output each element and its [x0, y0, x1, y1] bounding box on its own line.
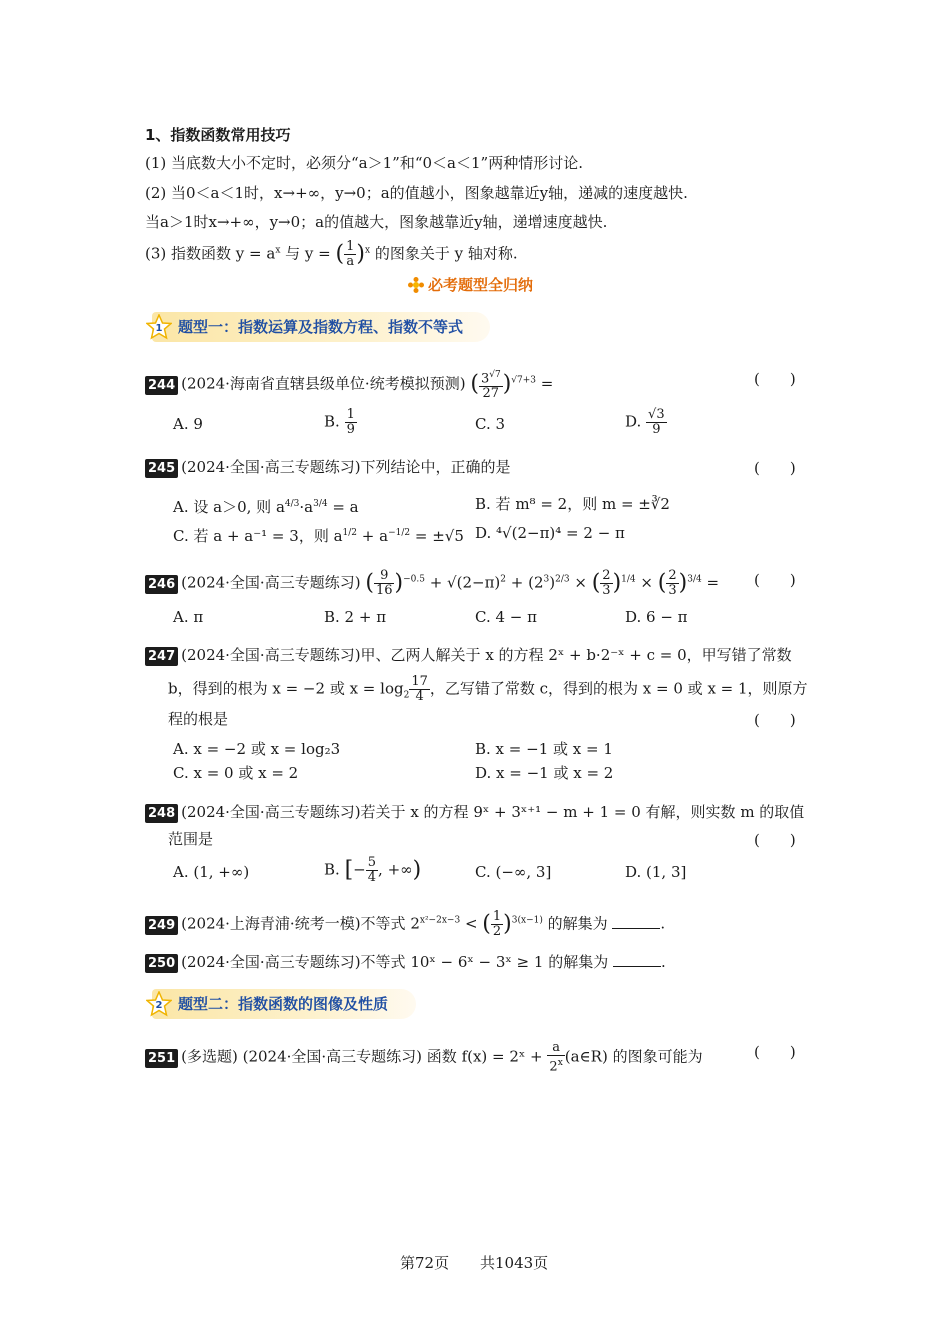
option-d[interactable]: D. (1, 3] — [625, 863, 687, 881]
tips-line-4-post: 的图象关于 y 轴对称. — [370, 244, 518, 263]
tips-line-4-pre: (3) 指数函数 y = a — [145, 244, 276, 263]
answer-blank[interactable]: ( ) — [754, 1043, 796, 1061]
option-c[interactable]: C. 3 — [475, 415, 506, 433]
question-end: . — [660, 953, 666, 971]
option-b[interactable]: B. 2 + π — [324, 608, 387, 626]
question-source: (2024·海南省直辖县级单位·统考模拟预测) — [181, 374, 466, 393]
question-244: 244 (2024·海南省直辖县级单位·统考模拟预测) ( $\frac{3^{√7}}{27}$ )$^{√7+3}$ = — [145, 368, 553, 401]
star-icon — [146, 991, 172, 1017]
section-2-number: 2 — [155, 1000, 163, 1011]
option-d[interactable]: D. 6 − π — [625, 608, 688, 626]
option-a[interactable]: A. (1, +∞) — [173, 863, 250, 881]
tips-line-3: 当a＞1时x→+∞，y→0；a的值越大，图象越靠近y轴，递增速度越快. — [145, 213, 608, 231]
option-d[interactable]: D. ⁴√(2−π)⁴ = 2 − π — [475, 524, 625, 542]
star-icon — [146, 314, 172, 340]
question-line-1: (2024·全国·高三专题练习)甲、乙两人解关于 x 的方程 2ˣ + b·2⁻ˣ + c = 0，甲写错了常数 — [181, 646, 792, 664]
section-2-title: 题型二：指数函数的图像及性质 — [178, 995, 389, 1013]
question-251: 251 (多选题) (2024·全国·高三专题练习) 函数 f(x) = 2ˣ + $\frac{a}{2^x}$ (a∈R) 的图象可能为 — [145, 1041, 703, 1074]
option-b[interactable]: B. [− $\frac{5}{4}$ , +∞) — [324, 855, 422, 885]
question-line-2a: b，得到的根为 x = −2 或 x = log — [168, 679, 404, 698]
question-source: (2024·全国·高三专题练习) — [181, 573, 361, 592]
tips-title: 1、指数函数常用技巧 — [145, 126, 291, 144]
question-end: . — [660, 914, 666, 933]
question-number: 250 — [145, 954, 178, 973]
fill-blank[interactable] — [613, 952, 661, 967]
question-247 — [145, 645, 792, 666]
option-a[interactable]: A. x = −2 或 x = log₂3 — [173, 740, 341, 758]
answer-blank[interactable]: ( ) — [754, 370, 796, 388]
question-line-2b: ，乙写错了常数 c，得到的根为 x = 0 或 x = 1，则原方 — [429, 679, 808, 698]
option-c[interactable]: C. 4 − π — [475, 608, 537, 626]
option-b[interactable]: B. $\frac{1}{9}$ — [324, 407, 355, 437]
answer-blank[interactable]: ( ) — [754, 571, 796, 589]
question-247-line-3: 程的根是 — [168, 710, 229, 728]
fill-blank[interactable] — [612, 914, 660, 929]
question-246: 246 (2024·全国·高三专题练习) ( $\frac{9}{16}$ )$^{-0.5} + √(2-\pi)^2 + (2^3)^{2/3}$ × ( $\frac{2}{3}$ )$^{1/4}$ × ( $\frac{2}{3}$ )$^{3/4}$ = — [145, 569, 719, 598]
option-c[interactable]: C. 若 a + a⁻¹ = 3，则 $a^{1/2} + a^{-1/2} = \pm√5$ — [173, 527, 464, 545]
option-b[interactable]: B. x = −1 或 x = 1 — [475, 740, 613, 758]
tips-line-1: (1) 当底数大小不定时，必须分“a＞1”和“0＜a＜1”两种情形讨论. — [145, 154, 583, 172]
question-number: 247 — [145, 647, 178, 666]
tips-line-2: (2) 当0＜a＜1时，x→+∞，y→0；a的值越小，图象越靠近y轴，递减的速度越快. — [145, 184, 688, 202]
tips-line-4: (3) 指数函数 $y = a^x$ 与 y = ( $\frac{1}{a}$ )$^x$ 的图象关于 y 轴对称. — [145, 239, 518, 269]
answer-blank[interactable]: ( ) — [754, 459, 796, 477]
option-d[interactable]: D. x = −1 或 x = 2 — [475, 764, 614, 782]
section-1-title: 题型一：指数运算及指数方程、指数不等式 — [178, 318, 464, 336]
option-c-label: C. 若 a + a⁻¹ = 3，则 — [173, 527, 329, 545]
question-tail: = — [536, 374, 554, 393]
question-number: 251 — [145, 1049, 178, 1068]
option-a[interactable]: A. 设 a＞0, 则 $a^{4/3}\cdot a^{3/4} = a$ — [173, 498, 359, 516]
tips-line-4-mid: 与 y = — [280, 244, 331, 263]
question-post: 的解集为 — [542, 914, 608, 933]
answer-blank[interactable]: ( ) — [754, 831, 796, 849]
question-number: 245 — [145, 459, 178, 478]
question-249: 249 (2024·上海青浦·统考一模)不等式 $2^{x^2-2x-3}$ < ( $\frac{1}{2}$ )$^{3(x-1)}$ 的解集为 . — [145, 910, 665, 939]
option-a-label: A. 设 a＞0, 则 — [173, 498, 272, 516]
page-total: 共1043页 — [480, 1254, 549, 1272]
question-248 — [145, 802, 804, 823]
question-number: 246 — [145, 575, 178, 594]
question-number: 249 — [145, 916, 178, 935]
question-line-1: (2024·全国·高三专题练习)若关于 x 的方程 9ˣ + 3ˣ⁺¹ − m + 1 = 0 有解，则实数 m 的取值 — [181, 803, 805, 821]
option-a[interactable]: A. 9 — [173, 415, 203, 433]
question-pre: (多选题) (2024·全国·高三专题练习) 函数 f(x) = 2ˣ + — [181, 1047, 543, 1066]
answer-blank[interactable]: ( ) — [754, 711, 796, 729]
question-245 — [145, 457, 511, 478]
flower-icon — [408, 277, 424, 293]
question-pre: (2024·上海青浦·统考一模)不等式 2 — [181, 914, 420, 933]
question-248-line-2: 范围是 — [168, 830, 214, 848]
option-b-label: B. — [324, 860, 340, 879]
question-text: (2024·全国·高三专题练习)下列结论中，正确的是 — [181, 458, 511, 476]
question-number: 244 — [145, 376, 178, 395]
page-number: 第72页 — [400, 1254, 450, 1272]
option-a[interactable]: A. π — [173, 608, 204, 626]
question-250 — [145, 952, 666, 973]
option-d[interactable]: D. $\frac{√3}{9}$ — [625, 407, 665, 437]
question-247-line-2: b，得到的根为 x = −2 或 $x = \log_2$ $\frac{17}{4}$ ，乙写错了常数 c，得到的根为 x = 0 或 x = 1，则原方 — [168, 674, 808, 704]
kao-title: 必考题型全归纳 — [428, 276, 534, 294]
option-c[interactable]: C. (−∞, 3] — [475, 863, 552, 881]
section-1-number: 1 — [155, 323, 163, 334]
option-b[interactable]: B. 若 m⁸ = 2，则 m = ±∛2 — [475, 495, 670, 513]
option-b-label: B. — [324, 412, 340, 431]
option-d-label: D. — [625, 412, 642, 431]
question-post: (a∈R) 的图象可能为 — [564, 1047, 703, 1066]
question-number: 248 — [145, 804, 178, 823]
question-text: (2024·全国·高三专题练习)不等式 10ˣ − 6ˣ − 3ˣ ≥ 1 的解集为 — [181, 953, 609, 971]
option-c[interactable]: C. x = 0 或 x = 2 — [173, 764, 299, 782]
